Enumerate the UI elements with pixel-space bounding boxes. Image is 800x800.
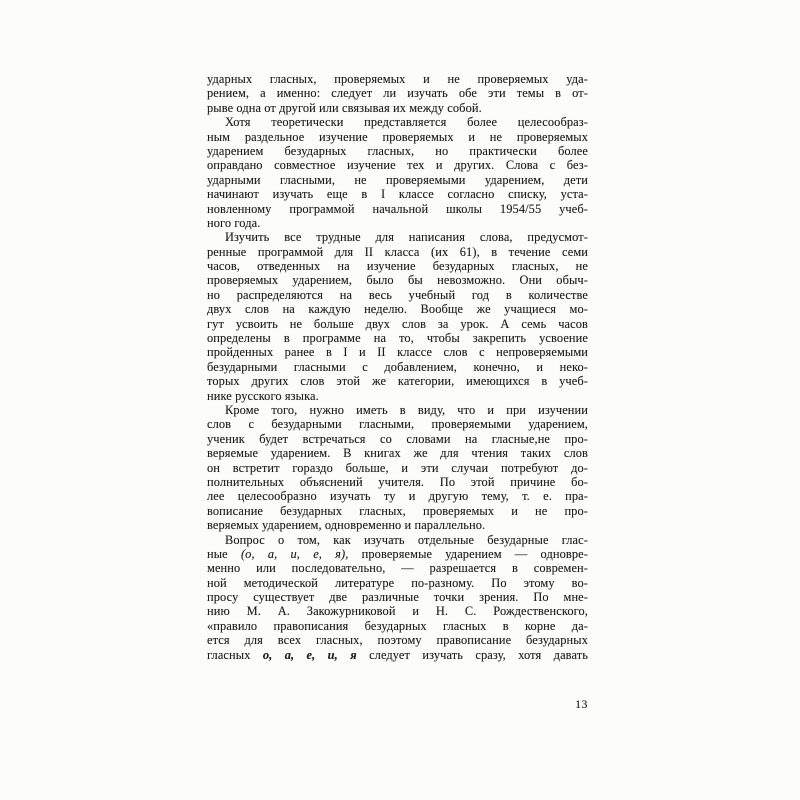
- text-line: он встретит гораздо больше, и эти случаи потребуют до-: [207, 460, 588, 475]
- text-line: вописание безударных гласных, проверяемых и не про-: [207, 503, 588, 518]
- text-line: оправдано совместное изучение тех и других. Слова с без-: [207, 158, 588, 173]
- text-line: менно или последовательно, — разрешается в современ-: [207, 561, 588, 576]
- page-number: 13: [575, 699, 588, 711]
- text-line: часов, отведенных на изучение безударных гласных, не: [207, 259, 588, 274]
- text-segment: гласных: [207, 647, 263, 662]
- text-line: лее целесообразно изучать ту и другую тему, т. е. пра-: [207, 489, 588, 504]
- text-line: ударением безударных гласных, но практически более: [207, 143, 588, 158]
- text-line: слов с безударными гласными, проверяемыми ударением,: [207, 417, 588, 432]
- text-line: просу существует две различные точки зрения. По мне-: [207, 590, 588, 605]
- text-line: Изучить все трудные для написания слова, предусмот-: [225, 230, 588, 245]
- text-line: начинают изучать еще в I классе согласно списку, уста-: [207, 187, 588, 202]
- text-line: нию М. А. Закожурниковой и Н. С. Рождественского,: [207, 604, 588, 619]
- text-line: двух слов на каждую неделю. Вообще же учащиеся мо-: [207, 302, 588, 317]
- italic-vowel-list: о, а, е, и, я: [262, 647, 357, 662]
- text-line: ударными гласными, не проверяемыми ударением, дети: [207, 172, 588, 187]
- text-segment: проверяемые ударением — одновре-: [348, 546, 588, 561]
- text-line: новленному программой начальной школы 1954/55 учеб-: [207, 201, 588, 216]
- text-line: веряемые ударением. В книгах же для чтения таких слов: [207, 446, 588, 461]
- text-line: безударными гласными с добавлением, конечно, и неко-: [207, 359, 588, 374]
- text-line: ется для всех гласных, поэтому правописание безударных: [207, 633, 588, 648]
- text-line: ным раздельное изучение проверяемых и не проверяемых: [207, 129, 588, 144]
- text-line: пройденных ранее в I и II классе слов с непроверяемыми: [207, 345, 588, 360]
- text-line: гут усвоить не больше двух слов за урок. А семь часов: [207, 316, 588, 331]
- text-line: определены в программе на то, чтобы закрепить усвоение: [207, 331, 588, 346]
- text-line: нике русского языка.: [207, 388, 319, 403]
- text-line: ренные программой для II класса (их 61), в течение семи: [207, 244, 588, 259]
- text-line: проверяемых ударением, было бы невозможно. Они обыч-: [207, 273, 588, 288]
- text-line: торых других слов этой же категории, имеющихся в учеб-: [207, 374, 588, 389]
- text-line: ной методической литературе по-разному. По этому во-: [207, 575, 588, 590]
- text-line: полнительных объяснений учителя. По этой причине бо-: [207, 474, 588, 489]
- text-line: но распределяются на весь учебный год в количестве: [207, 287, 588, 302]
- text-segment: следует изучать сразу, хотя давать: [356, 647, 589, 662]
- page-text-block: [207, 72, 588, 662]
- text-line: ударных гласных, проверяемых и не проверяемых уда-: [207, 72, 588, 86]
- text-line: ученик будет встречаться со словами на гласные,не про-: [207, 431, 588, 446]
- text-line: Хотя теоретически представляется более целесообраз-: [225, 115, 588, 130]
- text-line: Вопрос о том, как изучать отдельные безударные глас-: [225, 532, 588, 547]
- text-line: [207, 547, 588, 561]
- text-line: рением, а именно: следует ли изучать обе эти темы в от-: [207, 86, 588, 101]
- text-line: [207, 648, 588, 662]
- italic-vowel-list: (о, а, и, е, я),: [240, 546, 349, 561]
- text-line: Кроме того, нужно иметь в виду, что и при изучении: [225, 402, 588, 417]
- text-line: рыве одна от другой или связывая их между собой.: [207, 100, 482, 115]
- text-segment: ные: [207, 546, 241, 561]
- text-line: «правило правописания безударных гласных в корне да-: [207, 618, 588, 633]
- text-line: ного года.: [207, 215, 261, 230]
- text-line: веряемых ударением, одновременно и параллельно.: [207, 518, 486, 533]
